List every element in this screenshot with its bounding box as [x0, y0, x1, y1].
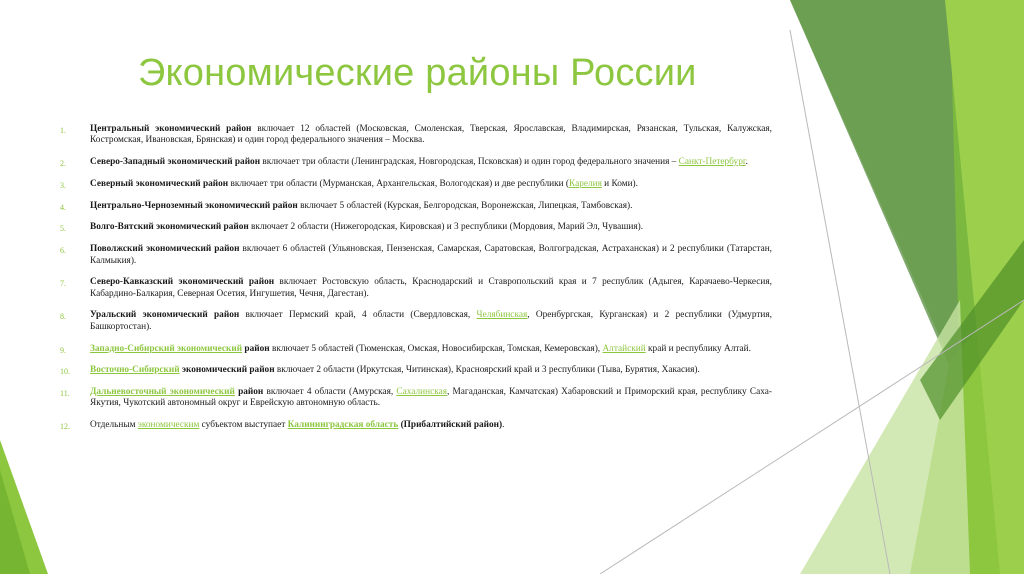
- list-item: [60, 344, 772, 355]
- bold-term: экономический район: [179, 365, 275, 376]
- list-item-text: [90, 201, 772, 212]
- list-item-text: [90, 387, 772, 410]
- list-item: [60, 387, 772, 410]
- text-run: включает три области (Ленинградская, Новгородская, Псковская) и один город федерального значения –: [260, 157, 679, 168]
- list-item-text: [90, 222, 772, 233]
- text-run: включает три области (Мурманская, Архангельская, Вологодская) и две республики (: [228, 178, 569, 189]
- text-run: , Магаданская, Камчатская) Хабаровский и Приморский края, республику Саха-Якутия, Чукотский автономный округ и Еврейскую автономную область.: [90, 387, 772, 409]
- bold-term: Уральский экономический район: [90, 310, 240, 321]
- hyperlink[interactable]: Карелия: [568, 178, 602, 189]
- list-item-text: [90, 344, 772, 355]
- list-item-text: [90, 277, 772, 300]
- list-item: [60, 157, 772, 168]
- list-item-number: 9.: [60, 345, 66, 355]
- text-run: включает 5 областей (Тюменская, Омская, Новосибирская, Томская, Кемеровская),: [269, 343, 603, 354]
- text-run: включает Ростовскую область, Краснодарский и Ставропольский края и 7 республик (Адыгея, Карачаево-Черкесия, Кабардино-Балкария, Северная Осетия, Ингушетия, Чечня, Дагестан).: [90, 277, 772, 299]
- list-item: [60, 420, 772, 431]
- text-run: .: [502, 420, 505, 431]
- text-run: и Коми).: [601, 178, 638, 189]
- hyperlink[interactable]: Калининградская область: [287, 420, 399, 431]
- hyperlink[interactable]: экономическим: [137, 420, 200, 431]
- slide-title: Экономические районы России: [138, 52, 697, 94]
- list-item-number: 7.: [60, 279, 66, 289]
- regions-list: [60, 124, 772, 442]
- text-run: Отдельным: [90, 420, 138, 431]
- bold-term: район: [234, 387, 264, 398]
- right-decor-pale-triangle: [800, 300, 970, 574]
- list-item: [60, 201, 772, 212]
- text-run: включает 6 областей (Ульяновская, Пензенская, Самарская, Саратовская, Волгоградская, Астраханская) и 2 республики (Татарстан, Калмыкия).: [90, 244, 772, 266]
- hyperlink[interactable]: Западно-Сибирский экономический: [90, 343, 243, 354]
- text-run: субъектом выступает: [199, 420, 288, 431]
- text-run: включает Пермский край, 4 области (Свердловская,: [239, 310, 477, 321]
- bold-term: Северо-Западный экономический район: [90, 157, 261, 168]
- hyperlink[interactable]: Санкт-Петербург: [678, 157, 746, 168]
- text-run: край и республику Алтай.: [645, 343, 751, 354]
- bold-term: Северный экономический район: [90, 178, 229, 189]
- list-item-number: 5.: [60, 224, 66, 234]
- list-item: [60, 277, 772, 300]
- bold-term: район: [242, 343, 270, 354]
- list-item-text: [90, 157, 772, 168]
- bold-term: Центральный экономический район: [90, 124, 252, 134]
- text-run: включает 4 области (Амурская,: [263, 387, 397, 398]
- list-item-text: [90, 124, 772, 147]
- bold-term: Волго-Вятский экономический район: [90, 222, 249, 233]
- list-item-text: [90, 244, 772, 267]
- list-item-text: [90, 420, 772, 431]
- list-item-text: [90, 179, 772, 190]
- list-item-number: 10.: [60, 367, 70, 377]
- text-run: , Оренбургская, Курганская) и 2 республики (Удмуртия, Башкортостан).: [90, 310, 772, 332]
- hyperlink[interactable]: Алтайский: [602, 343, 646, 354]
- text-run: .: [745, 157, 748, 168]
- list-item-number: 3.: [60, 180, 66, 190]
- list-item: [60, 179, 772, 190]
- list-item-text: [90, 310, 772, 333]
- list-item: [60, 365, 772, 376]
- hyperlink[interactable]: Сахалинская: [396, 387, 447, 398]
- text-run: включает 12 областей (Московская, Смоленская, Тверская, Ярославская, Владимирская, Рязанская, Тульская, Калужская, Костромская, Ивановская, Брянская) и один город федерального значения – Москва.: [90, 124, 773, 146]
- bold-term: Центрально-Черноземный экономический район: [90, 200, 298, 211]
- list-item: [60, 124, 772, 147]
- list-item-text: [90, 365, 772, 376]
- hyperlink[interactable]: Челябинская: [476, 310, 528, 321]
- list-item-number: 11.: [60, 389, 70, 399]
- bold-term: Поволжский экономический район: [90, 244, 240, 255]
- list-item: [60, 222, 772, 233]
- list-item: [60, 244, 772, 267]
- hyperlink[interactable]: Восточно-Сибирский: [90, 365, 180, 376]
- text-run: включает 2 области (Иркутская, Читинская), Красноярский край и 3 республики (Тыва, Бурятия, Хакасия).: [274, 365, 700, 376]
- hyperlink[interactable]: Дальневосточный экономический: [90, 387, 235, 398]
- bold-term: (Прибалтийский район): [400, 420, 503, 431]
- list-item-number: 6.: [60, 246, 66, 256]
- text-run: включает 2 области (Нижегородская, Кировская) и 3 республики (Мордовия, Марий Эл, Чувашия).: [248, 222, 644, 233]
- bold-term: Северо-Кавказский экономический район: [90, 277, 275, 288]
- list-item-number: 4.: [60, 202, 66, 212]
- list-item-number: 1.: [60, 126, 66, 135]
- list-item-number: 8.: [60, 312, 66, 322]
- text-run: включает 5 областей (Курская, Белгородская, Воронежская, Липецкая, Тамбовская).: [297, 200, 633, 211]
- list-item-number: 2.: [60, 159, 66, 169]
- list-item: [60, 310, 772, 333]
- list-item-number: 12.: [60, 422, 70, 432]
- right-decor-dark-wedge: [790, 0, 960, 390]
